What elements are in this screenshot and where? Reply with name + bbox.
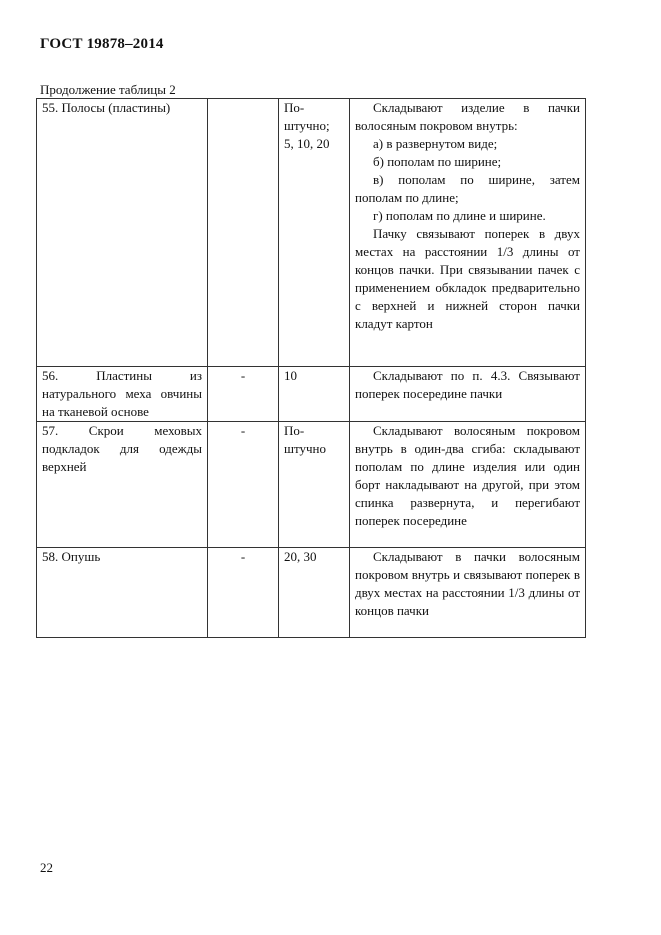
method-paragraph: Пачку связывают поперек в двух местах на расстоянии 1/3 длины от концов пачки. При связывании пачек с применением обкладок предварительно с верхней и нижней сторон пачки кладут картон [355, 226, 580, 331]
quantity-line: 10 [284, 368, 297, 383]
table-row [37, 422, 586, 548]
product-name-cell [37, 548, 208, 638]
method-item: б) пополам по ширине; [373, 154, 502, 169]
product-name-cell [37, 99, 208, 367]
method-item: а) в развернутом виде; [373, 136, 498, 151]
column-2-cell: - [208, 422, 279, 548]
quantity-line: 20, 30 [284, 549, 317, 564]
quantity-line: штучно [284, 441, 327, 456]
document-header: ГОСТ 19878–2014 [40, 36, 164, 52]
table-continuation-caption: Продолжение таблицы 2 [40, 82, 176, 97]
table-row [37, 99, 586, 367]
product-name: 57. Скрои меховых подкладок для одежды верхней [42, 423, 202, 474]
method-paragraph: Складывают волосяным покровом внутрь в один-два сгиба: складывают пополам по длине изделия или один борт накладывают на другой, при этом спинка развернута, и перегибают поперек посередине [355, 423, 580, 528]
quantity-cell [279, 367, 350, 422]
method-paragraph: Складывают по п. 4.3. Связывают поперек посередине пачки [355, 368, 580, 401]
quantity-cell [279, 548, 350, 638]
product-name: 58. Опушь [42, 549, 101, 564]
specification-table [36, 98, 586, 638]
quantity-line: По- [284, 423, 305, 438]
packing-method-cell [350, 99, 586, 367]
quantity-cell [279, 422, 350, 548]
column-2-cell: - [208, 367, 279, 422]
packing-method-cell [350, 367, 586, 422]
method-item: в) пополам по ширине, затем пополам по длине; [355, 172, 580, 205]
table-row [37, 548, 586, 638]
product-name: 56. Пластины из натурального меха овчины на тканевой основе [42, 368, 202, 419]
method-paragraph: Складывают в пачки волосяным покровом внутрь и связывают поперек в двух местах на расстоянии 1/3 длины от концов пачки [355, 549, 580, 618]
product-name-cell [37, 422, 208, 548]
packing-method-cell [350, 422, 586, 548]
product-name-cell [37, 367, 208, 422]
column-2-cell [208, 99, 279, 367]
column-2-cell: - [208, 548, 279, 638]
quantity-line: штучно; [284, 118, 330, 133]
product-name: 55. Полосы (пластины) [42, 100, 171, 115]
page-number: 22 [40, 860, 53, 875]
packing-method-cell [350, 548, 586, 638]
method-item: г) пополам по длине и ширине. [373, 208, 546, 223]
quantity-line: 5, 10, 20 [284, 136, 330, 151]
quantity-line: По- [284, 100, 305, 115]
table-row [37, 367, 586, 422]
quantity-cell [279, 99, 350, 367]
method-paragraph: Складывают изделие в пачки волосяным покровом внутрь: [355, 100, 580, 133]
